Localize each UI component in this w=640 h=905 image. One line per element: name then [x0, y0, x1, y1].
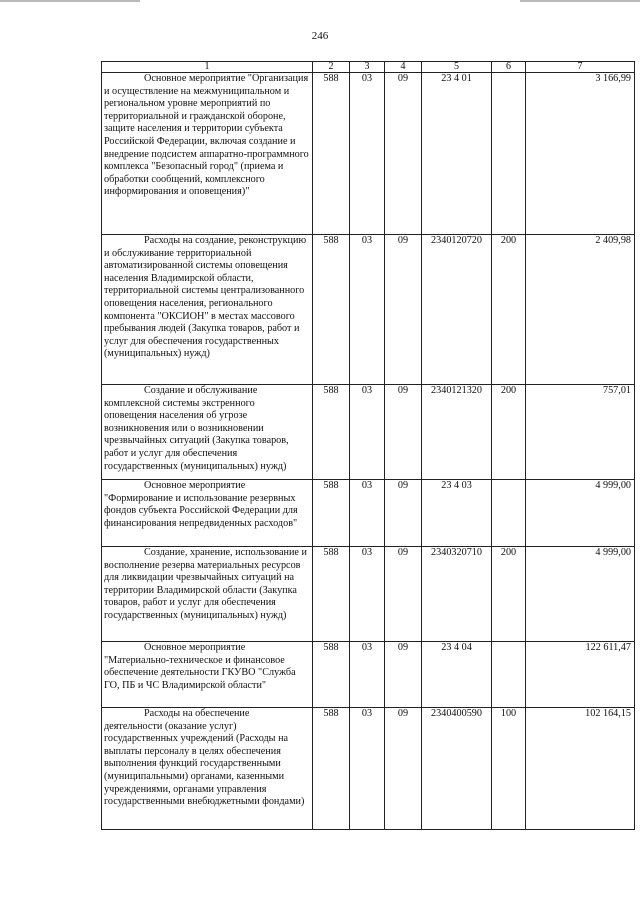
scan-edge-right	[520, 0, 640, 2]
col-2-cell: 588	[313, 642, 350, 708]
col-7-cell: 757,01	[526, 385, 635, 480]
col-6-cell	[492, 480, 526, 547]
col-6-cell: 200	[492, 547, 526, 642]
header-cell: 1	[102, 62, 313, 73]
table-row	[102, 73, 635, 235]
col-6-cell: 100	[492, 708, 526, 830]
col-6-cell: 200	[492, 385, 526, 480]
col-3-cell: 03	[350, 73, 385, 235]
scan-edge-left	[0, 0, 140, 2]
col-2-cell: 588	[313, 480, 350, 547]
header-cell: 4	[385, 62, 422, 73]
table-header-row	[102, 62, 635, 73]
col-4-cell: 09	[385, 235, 422, 385]
row-name: Создание и обслуживание комплексной системы экстренного оповещения населения об угрозе возникновения или о возникновении чрезвычайных ситуаций (Закупка товаров, работ и услуг для обеспечения государственных (муниципальных) нужд)	[104, 385, 289, 472]
col-5-cell: 23 4 01	[422, 73, 492, 235]
header-cell: 2	[313, 62, 350, 73]
col-2-cell: 588	[313, 547, 350, 642]
col-5-cell: 23 4 03	[422, 480, 492, 547]
col-4-cell: 09	[385, 547, 422, 642]
col-4-cell: 09	[385, 73, 422, 235]
row-name-cell	[102, 385, 313, 480]
col-7-cell: 2 409,98	[526, 235, 635, 385]
col-3-cell: 03	[350, 385, 385, 480]
col-6-cell: 200	[492, 235, 526, 385]
page-number: 246	[311, 30, 329, 42]
col-4-cell: 09	[385, 385, 422, 480]
col-5-cell: 23 4 04	[422, 642, 492, 708]
header-cell: 7	[526, 62, 635, 73]
col-7-cell: 3 166,99	[526, 73, 635, 235]
table-row	[102, 480, 635, 547]
col-2-cell: 588	[313, 235, 350, 385]
row-name-cell	[102, 708, 313, 830]
header-cell: 5	[422, 62, 492, 73]
col-3-cell: 03	[350, 642, 385, 708]
col-5-cell: 2340120720	[422, 235, 492, 385]
row-name: Создание, хранение, использование и восполнение резерва материальных ресурсов для ликвидации чрезвычайных ситуаций на территории Владимирской области (Закупка товаров, работ и услуг для обеспечения государственных (муниципальных) нужд)	[104, 547, 307, 621]
col-5-cell: 2340400590	[422, 708, 492, 830]
col-3-cell: 03	[350, 235, 385, 385]
header-cell: 6	[492, 62, 526, 73]
row-name: Основное мероприятие "Организация и осуществление на межмуниципальном и региональном уровне мероприятий по территориальной и гражданской обороне, защите населения и территории субъекта Российской Федерации, включая создание и внедрение подсистем аппаратно-программного комплекса "Безопасный город" (приема и обработки сообщений, комплексного информирования и оповещения)"	[104, 73, 309, 198]
col-6-cell	[492, 642, 526, 708]
table-row	[102, 547, 635, 642]
col-4-cell: 09	[385, 642, 422, 708]
col-3-cell: 03	[350, 480, 385, 547]
col-4-cell: 09	[385, 708, 422, 830]
col-2-cell: 588	[313, 73, 350, 235]
row-name: Расходы на обеспечение деятельности (оказание услуг) государственных учреждений (Расходы на выплаты персоналу в целях обеспечения выполнения функций государственными (муниципальными) органами, казенными учреждениями, органами управления государственными внебюджетными фондами)	[104, 708, 305, 808]
col-3-cell: 03	[350, 708, 385, 830]
row-name-cell	[102, 73, 313, 235]
row-name: Расходы на создание, реконструкцию и обслуживание территориальной автоматизированной системы оповещения населения Владимирской области, территориальной системы централизованного оповещения населения, регионального компонента "ОКСИОН" в местах массового пребывания людей (Закупка товаров, работ и услуг для обеспечения государственных (муниципальных) нужд)	[104, 235, 307, 360]
col-2-cell: 588	[313, 385, 350, 480]
col-2-cell: 588	[313, 708, 350, 830]
row-name-cell	[102, 547, 313, 642]
table-row	[102, 385, 635, 480]
table-row	[102, 708, 635, 830]
col-6-cell	[492, 73, 526, 235]
budget-table	[101, 61, 635, 830]
col-5-cell: 2340121320	[422, 385, 492, 480]
col-7-cell: 4 999,00	[526, 547, 635, 642]
table-row	[102, 642, 635, 708]
row-name-cell	[102, 235, 313, 385]
row-name-cell	[102, 642, 313, 708]
col-7-cell: 4 999,00	[526, 480, 635, 547]
row-name: Основное мероприятие "Формирование и использование резервных фондов субъекта Российской Федерации для финансирования непредвиденных расходов"	[104, 480, 298, 529]
col-4-cell: 09	[385, 480, 422, 547]
row-name-cell	[102, 480, 313, 547]
col-7-cell: 122 611,47	[526, 642, 635, 708]
header-cell: 3	[350, 62, 385, 73]
table-row	[102, 235, 635, 385]
col-7-cell: 102 164,15	[526, 708, 635, 830]
row-name: Основное мероприятие "Материально-техническое и финансовое обеспечение деятельности ГКУВО "Служба ГО, ПБ и ЧС Владимирской области"	[104, 642, 296, 691]
col-3-cell: 03	[350, 547, 385, 642]
col-5-cell: 2340320710	[422, 547, 492, 642]
